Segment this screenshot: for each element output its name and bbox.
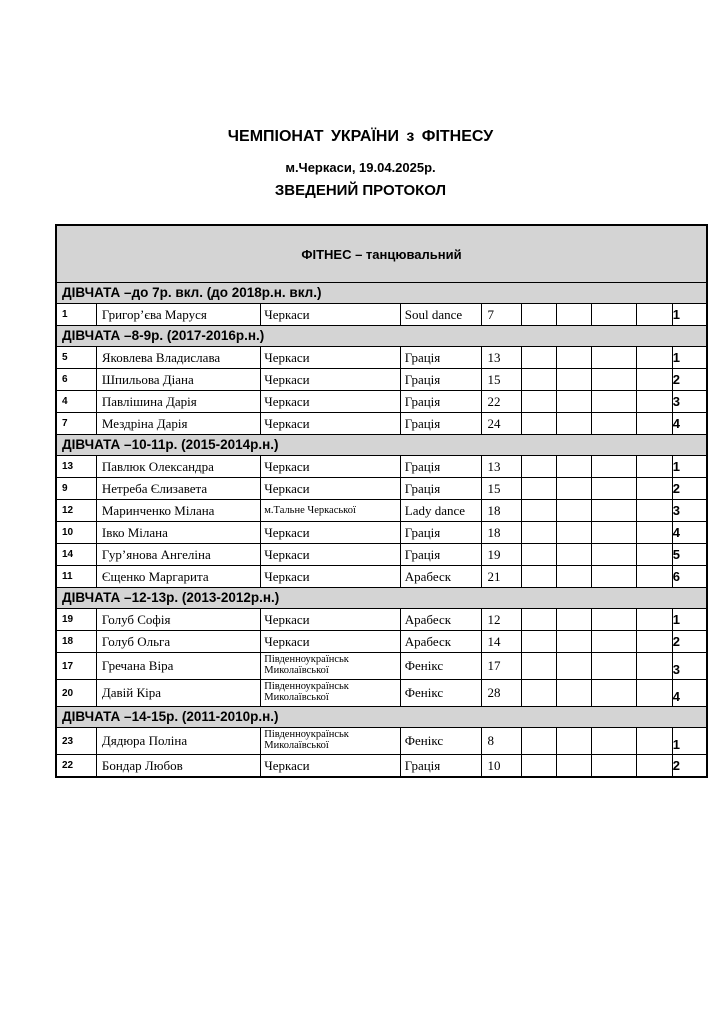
participant-club: Грація [401, 456, 483, 477]
participant-place: 3 [672, 503, 680, 518]
participant-place: 1 [672, 307, 680, 322]
participant-club: Грація [401, 347, 483, 368]
empty-cell [522, 544, 557, 565]
table-row [57, 456, 706, 478]
participant-number: 1 [57, 304, 97, 325]
participant-score: 24 [482, 413, 522, 434]
empty-cell [592, 478, 637, 499]
empty-cell [637, 478, 673, 499]
participant-place: 4 [672, 525, 680, 540]
table-row [57, 728, 706, 755]
participant-score: 13 [482, 456, 522, 477]
participant-club: Lady dance [401, 500, 483, 521]
empty-cell [557, 544, 592, 565]
empty-cell [522, 478, 557, 499]
participant-place: 3 [672, 394, 680, 409]
empty-cell [592, 500, 637, 521]
empty-cell [557, 680, 592, 706]
table-row [57, 304, 706, 326]
results-table [55, 224, 708, 778]
participant-score: 15 [482, 369, 522, 390]
participant-name: Павлюк Олександра [97, 456, 261, 477]
empty-cell [592, 391, 637, 412]
document-title: ЧЕМПІОНАТ УКРАЇНИ з ФІТНЕСУ [227, 128, 494, 145]
participant-score: 7 [482, 304, 522, 325]
participant-number: 20 [57, 680, 97, 706]
empty-cell [637, 522, 673, 543]
participant-number: 12 [57, 500, 97, 521]
empty-cell [522, 369, 557, 390]
participant-club: Арабеск [401, 631, 483, 652]
participant-score: 18 [482, 500, 522, 521]
participant-score: 15 [482, 478, 522, 499]
participant-name: Мездріна Дарія [97, 413, 261, 434]
participant-score: 18 [482, 522, 522, 543]
table-row [57, 500, 706, 522]
empty-cell [637, 728, 673, 754]
empty-cell [557, 631, 592, 652]
empty-cell [522, 680, 557, 706]
participant-club: Грація [401, 391, 483, 412]
participant-city: Південноукраїнськ Миколаївської [261, 653, 400, 679]
participant-city: Черкаси [261, 347, 400, 368]
participant-place: 4 [672, 689, 680, 704]
empty-cell [557, 369, 592, 390]
empty-cell [637, 680, 673, 706]
empty-cell [522, 391, 557, 412]
participant-number: 7 [57, 413, 97, 434]
participant-score: 12 [482, 609, 522, 630]
participant-number: 13 [57, 456, 97, 477]
participant-score: 13 [482, 347, 522, 368]
category-header: ДІВЧАТА –до 7р. вкл. (до 2018р.н. вкл.) [57, 283, 706, 304]
empty-cell [557, 456, 592, 477]
empty-cell [557, 653, 592, 679]
participant-city: Черкаси [261, 304, 400, 325]
document-subtitle: м.Черкаси, 19.04.2025р. [285, 160, 436, 175]
participant-club: Фенікс [401, 728, 483, 754]
participant-score: 17 [482, 653, 522, 679]
participant-score: 19 [482, 544, 522, 565]
empty-cell [592, 544, 637, 565]
empty-cell [637, 609, 673, 630]
empty-cell [557, 522, 592, 543]
participant-city: Черкаси [261, 478, 400, 499]
empty-cell [637, 456, 673, 477]
participant-club: Грація [401, 478, 483, 499]
empty-cell [637, 347, 673, 368]
participant-city: Черкаси [261, 544, 400, 565]
participant-city: Черкаси [261, 631, 400, 652]
participant-name: Павлішина Дарія [97, 391, 261, 412]
empty-cell [522, 609, 557, 630]
empty-cell [522, 566, 557, 587]
table-row [57, 478, 706, 500]
table-row [57, 631, 706, 653]
participant-place: 4 [672, 416, 680, 431]
participant-name: Голуб Софія [97, 609, 261, 630]
participant-score: 14 [482, 631, 522, 652]
table-row [57, 544, 706, 566]
table-row [57, 347, 706, 369]
participant-name: Шпильова Діана [97, 369, 261, 390]
participant-number: 5 [57, 347, 97, 368]
participant-city: Черкаси [261, 456, 400, 477]
participant-place: 1 [672, 350, 680, 365]
participant-name: Гур’янова Ангеліна [97, 544, 261, 565]
participant-name: Івко Мілана [97, 522, 261, 543]
participant-number: 10 [57, 522, 97, 543]
empty-cell [592, 369, 637, 390]
participant-city: Черкаси [261, 369, 400, 390]
empty-cell [557, 566, 592, 587]
empty-cell [637, 653, 673, 679]
empty-cell [522, 653, 557, 679]
participant-place: 2 [672, 758, 680, 773]
empty-cell [592, 304, 637, 325]
empty-cell [637, 500, 673, 521]
participant-place: 2 [672, 372, 680, 387]
participant-number: 6 [57, 369, 97, 390]
participant-city: Черкаси [261, 566, 400, 587]
empty-cell [592, 456, 637, 477]
empty-cell [557, 500, 592, 521]
empty-cell [637, 544, 673, 565]
empty-cell [522, 304, 557, 325]
empty-cell [637, 304, 673, 325]
empty-cell [592, 680, 637, 706]
table-body [57, 283, 706, 776]
participant-name: Єщенко Маргарита [97, 566, 261, 587]
empty-cell [592, 609, 637, 630]
empty-cell [557, 478, 592, 499]
category-header: ДІВЧАТА –12-13р. (2013-2012р.н.) [57, 588, 706, 609]
participant-number: 23 [57, 728, 97, 754]
category-header: ДІВЧАТА –8-9р. (2017-2016р.н.) [57, 326, 706, 347]
table-row [57, 609, 706, 631]
participant-place: 2 [672, 481, 680, 496]
empty-cell [592, 347, 637, 368]
empty-cell [522, 522, 557, 543]
participant-score: 10 [482, 755, 522, 776]
participant-club: Арабеск [401, 609, 483, 630]
empty-cell [592, 755, 637, 776]
participant-place: 3 [672, 662, 680, 677]
participant-club: Фенікс [401, 680, 483, 706]
empty-cell [522, 500, 557, 521]
participant-place: 5 [672, 547, 680, 562]
empty-cell [592, 522, 637, 543]
participant-club: Грація [401, 544, 483, 565]
protocol-heading: ЗВЕДЕНИЙ ПРОТОКОЛ [274, 182, 447, 199]
empty-cell [637, 413, 673, 434]
participant-city: Черкаси [261, 391, 400, 412]
participant-club: Арабеск [401, 566, 483, 587]
participant-club: Фенікс [401, 653, 483, 679]
participant-city: Черкаси [261, 755, 400, 776]
participant-score: 21 [482, 566, 522, 587]
participant-name: Голуб Ольга [97, 631, 261, 652]
participant-score: 8 [482, 728, 522, 754]
table-row [57, 566, 706, 588]
empty-cell [592, 728, 637, 754]
table-row [57, 522, 706, 544]
category-header: ДІВЧАТА –14-15р. (2011-2010р.н.) [57, 707, 706, 728]
participant-club: Грація [401, 369, 483, 390]
participant-city: Черкаси [261, 413, 400, 434]
table-banner: ФІТНЕС – танцювальний [57, 226, 706, 283]
participant-city: Південноукраїнськ Миколаївської [261, 728, 400, 754]
empty-cell [522, 755, 557, 776]
participant-club: Soul dance [401, 304, 483, 325]
participant-place: 2 [672, 634, 680, 649]
empty-cell [522, 456, 557, 477]
empty-cell [557, 304, 592, 325]
participant-name: Бондар Любов [97, 755, 261, 776]
participant-club: Грація [401, 413, 483, 434]
participant-number: 14 [57, 544, 97, 565]
participant-name: Гречана Віра [97, 653, 261, 679]
participant-name: Нетреба Єлизавета [97, 478, 261, 499]
empty-cell [637, 391, 673, 412]
participant-number: 9 [57, 478, 97, 499]
participant-name: Дядюра Поліна [97, 728, 261, 754]
participant-club: Грація [401, 522, 483, 543]
empty-cell [557, 609, 592, 630]
table-row [57, 391, 706, 413]
empty-cell [592, 653, 637, 679]
empty-cell [637, 566, 673, 587]
table-row [57, 653, 706, 680]
table-row [57, 680, 706, 707]
empty-cell [592, 566, 637, 587]
participant-city: Черкаси [261, 522, 400, 543]
empty-cell [522, 631, 557, 652]
participant-place: 1 [672, 737, 680, 752]
empty-cell [592, 631, 637, 652]
participant-number: 11 [57, 566, 97, 587]
participant-place: 1 [672, 612, 680, 627]
empty-cell [592, 413, 637, 434]
participant-place: 1 [672, 459, 680, 474]
participant-name: Давій Кіра [97, 680, 261, 706]
empty-cell [557, 728, 592, 754]
empty-cell [557, 413, 592, 434]
empty-cell [637, 631, 673, 652]
empty-cell [557, 347, 592, 368]
participant-city: Черкаси [261, 609, 400, 630]
empty-cell [522, 347, 557, 368]
participant-name: Маринченко Мілана [97, 500, 261, 521]
empty-cell [637, 755, 673, 776]
participant-score: 28 [482, 680, 522, 706]
table-row [57, 413, 706, 435]
empty-cell [557, 391, 592, 412]
participant-number: 17 [57, 653, 97, 679]
empty-cell [637, 369, 673, 390]
table-row [57, 369, 706, 391]
empty-cell [522, 413, 557, 434]
participant-number: 4 [57, 391, 97, 412]
participant-name: Яковлева Владислава [97, 347, 261, 368]
participant-club: Грація [401, 755, 483, 776]
empty-cell [557, 755, 592, 776]
participant-name: Григор’єва Маруся [97, 304, 261, 325]
category-header: ДІВЧАТА –10-11р. (2015-2014р.н.) [57, 435, 706, 456]
participant-place: 6 [672, 569, 680, 584]
participant-city: Південноукраїнськ Миколаївської [261, 680, 400, 706]
participant-city: м.Тальне Черкаської [261, 500, 400, 521]
participant-score: 22 [482, 391, 522, 412]
empty-cell [522, 728, 557, 754]
participant-number: 18 [57, 631, 97, 652]
participant-number: 19 [57, 609, 97, 630]
table-row [57, 755, 706, 776]
participant-number: 22 [57, 755, 97, 776]
